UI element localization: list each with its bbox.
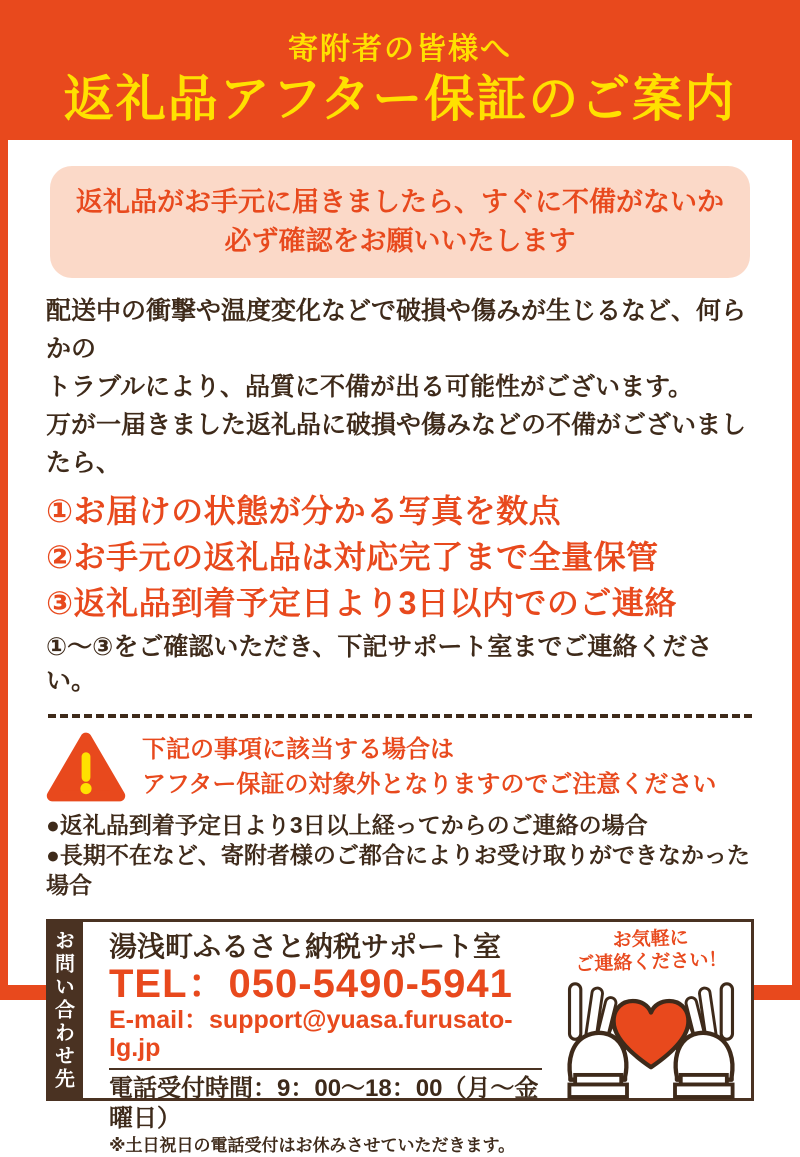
page-title: 返礼品アフター保証のご案内 — [63, 71, 737, 127]
warning-text — [142, 732, 716, 802]
contact-tel: TEL：050-5490-5941 — [109, 962, 513, 1006]
contact-info — [83, 922, 551, 1155]
dashed-divider — [48, 714, 752, 718]
contact-illustration — [551, 922, 751, 1098]
callout-line-2: ご連絡ください！ — [575, 949, 728, 976]
exclusion-list — [46, 810, 754, 900]
warning-icon — [46, 730, 126, 804]
contact-callout — [574, 925, 728, 976]
steps-list — [46, 488, 754, 626]
contact-email: E-mail：support@yuasa.furusato-lg.jp — [109, 1006, 513, 1062]
contact-box — [80, 919, 754, 1155]
notice-line-1: 返礼品がお手元に届きましたら、すぐに不備がないか — [76, 186, 724, 217]
contact-section — [46, 919, 754, 1155]
body-line-2: トラブルにより、品質に不備が出る可能性がございます。 — [46, 373, 694, 401]
notice-box — [50, 166, 750, 278]
header — [0, 0, 800, 140]
contact-hours-note: ※土日祝日の電話受付はお休みさせていただきます。 — [109, 1136, 516, 1155]
content-panel — [8, 140, 792, 1155]
contact-hours: 電話受付時間：9：00～18：00（月～金曜日） — [109, 1075, 539, 1132]
contact-label: お問い合わせ先 — [46, 919, 80, 1101]
exclusion-item-2: ●長期不在など、寄附者様のご都合によりお受け取りができなかった場合 — [46, 842, 750, 898]
step-item-2: ②お手元の返礼品は対応完了まで全量保管 — [46, 539, 659, 575]
header-subtitle: 寄附者の皆様へ — [288, 33, 512, 66]
body-line-1: 配送中の衝撃や温度変化などで破損や傷みが生じるなど、何らかの — [46, 297, 747, 363]
step-item-1: ①お届けの状態が分かる写真を数点 — [46, 493, 562, 529]
warning-line-2: アフター保証の対象外となりますのでご注意ください — [142, 771, 717, 798]
contact-divider — [109, 1068, 542, 1070]
notice-line-2: 必ず確認をお願いいたします — [224, 226, 576, 256]
step-item-3: ③返礼品到着予定日より3日以内でのご連絡 — [46, 585, 677, 621]
exclusion-item-1: ●返礼品到着予定日より3日以上経ってからのご連絡の場合 — [46, 812, 648, 838]
body-text — [46, 292, 754, 482]
hands-heart-icon — [555, 974, 747, 1099]
warning-line-1: 下記の事項に該当する場合は — [142, 736, 454, 763]
callout-line-1: お気軽に — [612, 927, 689, 952]
steps-note: ①～③をご確認いただき、下記サポート室までご連絡ください。 — [46, 633, 713, 695]
body-line-3: 万が一届きました返礼品に破損や傷みなどの不備がございましたら、 — [46, 411, 747, 477]
warning-section — [46, 730, 754, 804]
contact-org: 湯浅町ふるさと納税サポート室 — [109, 931, 502, 962]
